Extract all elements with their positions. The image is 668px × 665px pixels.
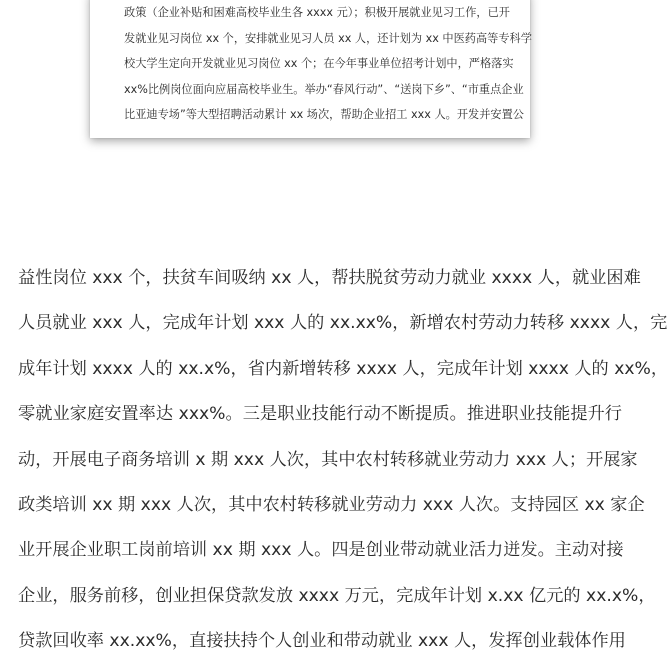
- body-paragraph: [18, 256, 668, 665]
- body-line: 政类培训 xx 期 xxx 人次，其中农村转移就业劳动力 xxx 人次。支持园区 xx 家企: [18, 495, 645, 516]
- preview-line: 发就业见习岗位 xx 个，安排就业见习人员 xx 人，还计划为 xx 中医药高等专科学: [124, 31, 532, 45]
- body-line: 动，开展电子商务培训 x 期 xxx 人次，其中农村转移就业劳动力 xxx 人；开展家: [18, 449, 638, 470]
- body-line: 零就业家庭安置率达 xxx%。三是职业技能行动不断提质。推进职业技能提升行: [18, 404, 622, 425]
- page-preview-card: [90, 0, 530, 138]
- body-line: 益性岗位 xxx 个，扶贫车间吸纳 xx 人，帮扶脱贫劳动力就业 xxxx 人，就业困难: [18, 268, 641, 288]
- body-line: 贷款回收率 xx.xx%，直接扶持个人创业和带动就业 xxx 人，发挥创业载体作用: [18, 631, 626, 652]
- body-line: 业开展企业职工岗前培训 xx 期 xxx 人。四是创业带动就业活力迸发。主动对接: [18, 540, 624, 561]
- preview-line: xx%比例岗位面向应届高校毕业生。举办“春风行动”、“送岗下乡”、“市重点企业: [124, 82, 524, 96]
- body-line: 人员就业 xxx 人，完成年计划 xxx 人的 xx.xx%，新增农村劳动力转移 xxxx 人，完: [18, 313, 668, 334]
- body-line: 成年计划 xxxx 人的 xx.x%，省内新增转移 xxxx 人，完成年计划 xxxx 人的 xx%，: [18, 358, 668, 379]
- preview-line: 政策（企业补贴和困难高校毕业生各 xxxx 元）；积极开展就业见习工作，已开: [124, 6, 510, 19]
- preview-line: 校大学生定向开发就业见习岗位 xx 个；在今年事业单位招考计划中，严格落实: [124, 57, 514, 71]
- preview-paragraph: [124, 0, 532, 128]
- preview-line: 比亚迪专场”等大型招聘活动累计 xx 场次，帮助企业招工 xxx 人。开发并安置公: [124, 108, 524, 122]
- body-line: 企业，服务前移，创业担保贷款发放 xxxx 万元，完成年计划 x.xx 亿元的 xx.x%，: [18, 585, 656, 606]
